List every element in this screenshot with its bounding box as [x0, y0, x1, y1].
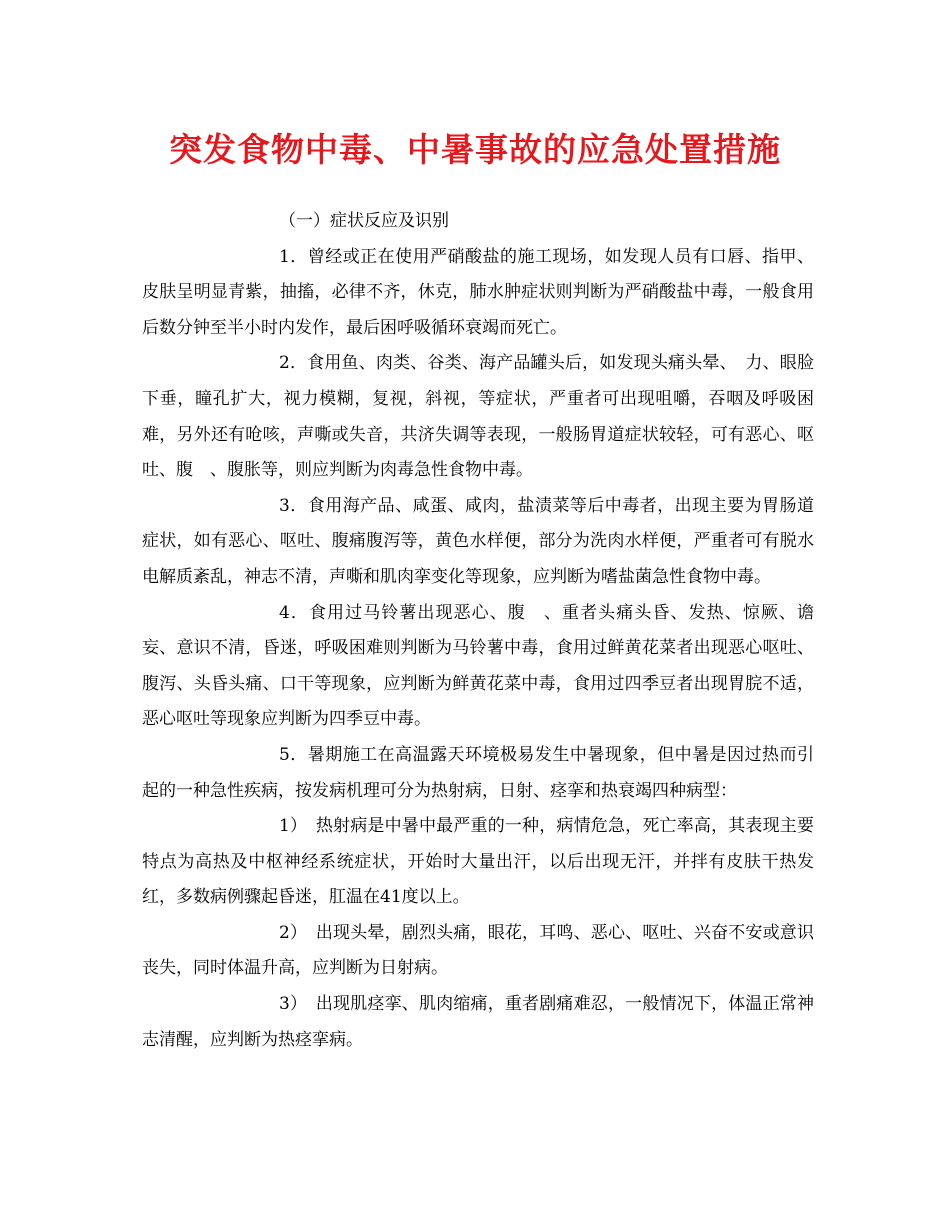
document-body	[142, 204, 814, 1058]
paragraph-5-3: 3） 出现肌痉挛、肌肉缩痛，重者剧痛难忍，一般情况下，体温正常神志清醒，应判断为热痉挛病。	[142, 994, 814, 1050]
document-title: 突发食物中毒、中暑事故的应急处置措施	[169, 130, 781, 169]
paragraph-3: 3．食用海产品、咸蛋、咸肉，盐渍菜等后中毒者，出现主要为胃肠道症状，如有恶心、呕吐、腹痛腹泻等，黄色水样便，部分为洗肉水样便，严重者可有脱水电解质紊乱，神志不清，声嘶和肌肉挛变化等现象，应判断为嗜盐菌急性食物中毒。	[142, 495, 814, 587]
paragraph-2: 2．食用鱼、肉类、谷类、海产品罐头后，如发现头痛头晕、 力、眼脸下垂，瞳孔扩大，视力模糊，复视，斜视，等症状，严重者可出现咀嚼，吞咽及呼吸困难，另外还有呛咳，声嘶或失音，共济失调等表现，一般肠胃道症状较轻，可有恶心、呕吐、腹 、腹胀等，则应判断为肉毒急性食物中毒。	[142, 353, 814, 481]
paragraph-1: 1．曾经或正在使用严硝酸盐的施工现场，如发现人员有口唇、指甲、皮肤呈明显青紫，抽搐，必律不齐，休克，肺水肿症状则判断为严硝酸盐中毒，一般食用后数分钟至半小时内发作，最后困呼吸循环衰竭而死亡。	[142, 246, 814, 338]
paragraph-5: 5．暑期施工在高温露天环境极易发生中暑现象，但中暑是因过热而引起的一种急性疾病，按发病机理可分为热射病，日射、痉挛和热衰竭四种病型：	[142, 744, 814, 801]
paragraph-4: 4．食用过马铃薯出现恶心、腹 、重者头痛头昏、发热、惊厥、谵妄、意识不清，昏迷，呼吸困难则判断为马铃薯中毒，食用过鲜黄花菜者出现恶心呕吐、腹泻、头昏头痛、口干等现象，应判断为鲜黄花菜中毒，食用过四季豆者出现胃脘不适，恶心呕吐等现象应判断为四季豆中毒。	[142, 602, 814, 730]
paragraph-5-1: 1） 热射病是中暑中最严重的一种，病情危急，死亡率高，其表现主要特点为高热及中枢神经系统症状，开始时大量出汗，以后出现无汗，并拌有皮肤干热发红，多数病例骤起昏迷，肛温在41度以上。	[142, 816, 814, 908]
paragraph-5-2: 2） 出现头晕，剧烈头痛，眼花，耳鸣、恶心、呕吐、兴奋不安或意识丧失，同时体温升高，应判断为日射病。	[142, 922, 814, 979]
section-heading: （一）症状反应及识别	[279, 211, 449, 231]
